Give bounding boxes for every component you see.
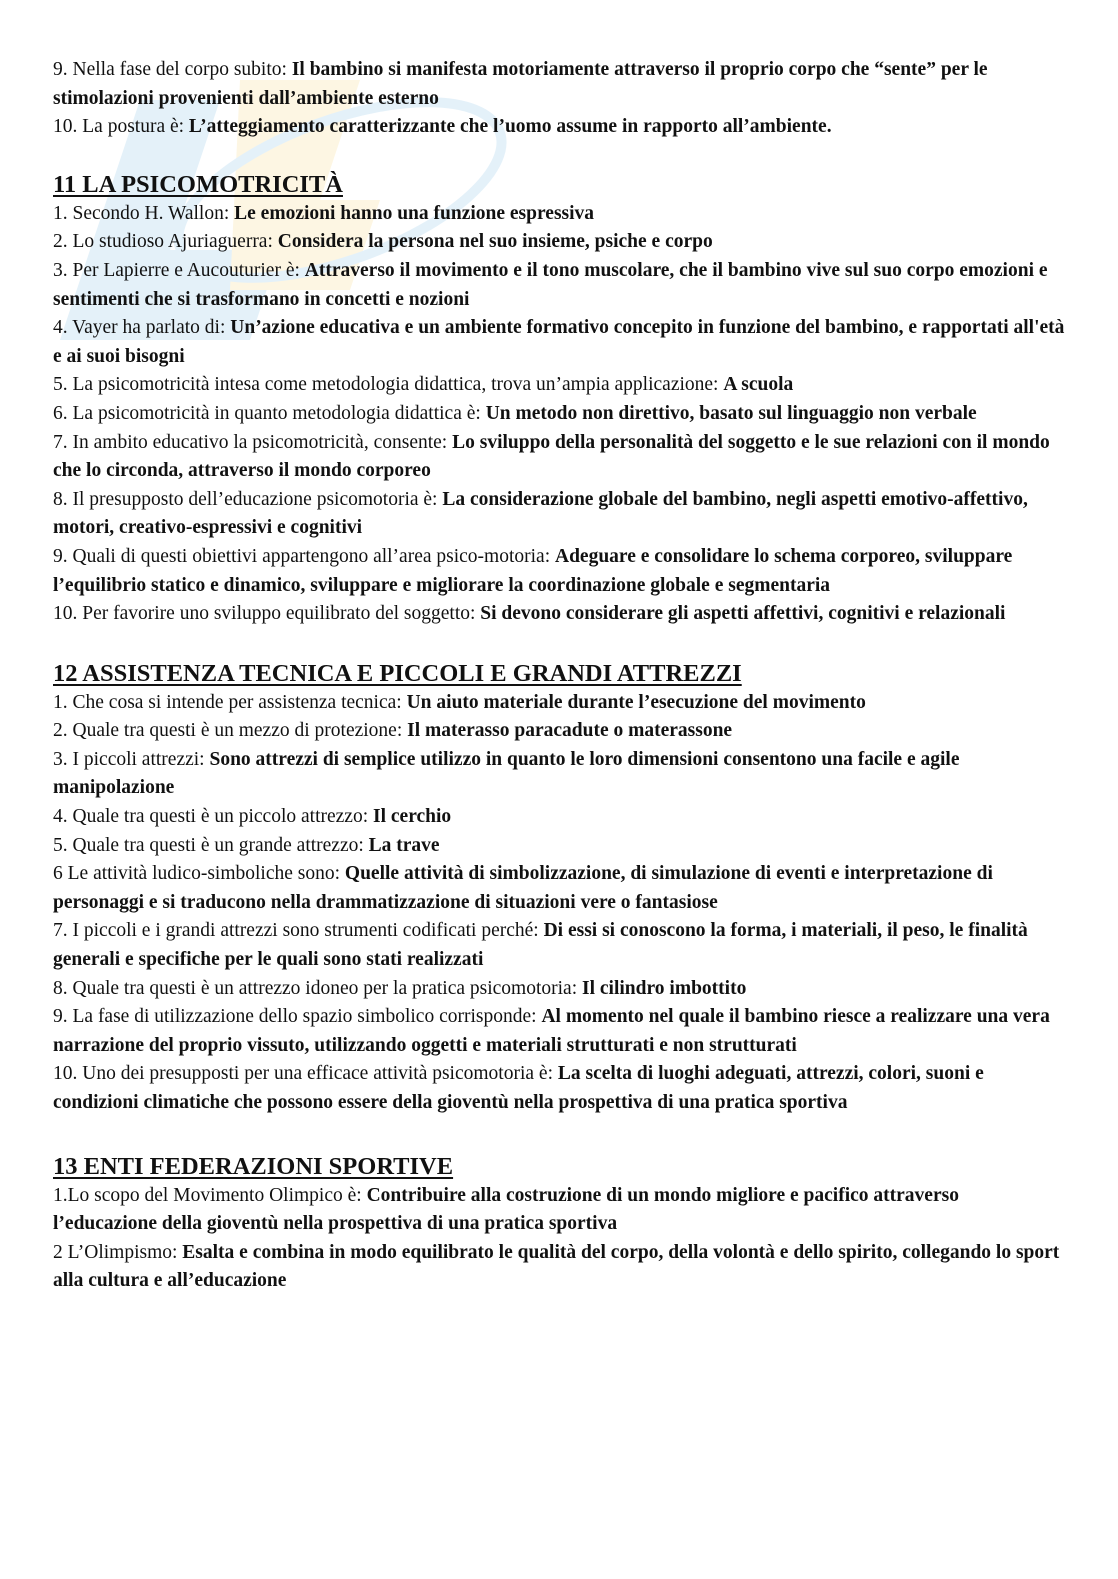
answer-text: Contribuire alla costruzione di un mondo migliore e pacifico attraverso l’educazione della gioventù nella prospettiva di una pratica sportiva	[53, 1184, 959, 1235]
question-item-2	[53, 717, 1065, 746]
answer-text: La scelta di luoghi adeguati, attrezzi, colori, suoni e condizioni climatiche che possono essere della gioventù nella prospettiva di una pratica sportiva	[53, 1063, 984, 1113]
answer-text: A scuola	[723, 374, 794, 396]
question-text: 10. Per favorire uno sviluppo equilibrato del soggetto:	[53, 603, 481, 625]
question-text: 4. Quale tra questi è un piccolo attrezzo:	[53, 806, 373, 828]
answer-text: L’atteggiamento caratterizzante che l’uomo assume in rapporto all’ambiente.	[188, 116, 832, 138]
question-item-10	[53, 600, 1065, 629]
answer-text: Il bambino si manifesta motoriamente attraverso il proprio corpo che “sente” per le stimolazioni provenienti dall’ambiente esterno	[53, 59, 988, 109]
answer-text: Adeguare e consolidare lo schema corporeo, sviluppare l’equilibrio statico e dinamico, sviluppare e migliorare la coordinazione globale e segmentaria	[53, 545, 1013, 596]
answer-text: Lo sviluppo della personalità del soggetto e le sue relazioni con il mondo che lo circonda, attraverso il mondo corporeo	[53, 431, 1050, 482]
question-text: 7. In ambito educativo la psicomotricità, consente:	[53, 431, 453, 453]
answer-text: Il cerchio	[373, 806, 452, 828]
answer-text: Esalta e combina in modo equilibrato le qualità del corpo, della volontà e dello spirito, collegando lo sport alla cultura e all’educazione	[53, 1241, 1060, 1292]
answer-text: Un aiuto materiale durante l’esecuzione del movimento	[406, 691, 866, 713]
answer-text: Al momento nel quale il bambino riesce a realizzare una vera narrazione del proprio vissuto, utilizzando oggetti e materiali strutturati e non strutturati	[53, 1006, 1050, 1056]
question-text: 9. Nella fase del corpo subito:	[53, 59, 292, 80]
question-item-4	[53, 314, 1065, 371]
answer-text: Di essi si conoscono la forma, i materiali, il peso, le finalità generali e specifiche per le quali sono stati realizzati	[53, 920, 1028, 971]
answer-text: La trave	[368, 834, 440, 856]
question-item-8	[53, 486, 1065, 543]
answer-text: Un’azione educativa e un ambiente formativo concepito in funzione del bambino, e rapportati all'età e ai suoi bisogni	[53, 317, 1065, 367]
question-item-1	[53, 1182, 1065, 1239]
question-text: 8. Quale tra questi è un attrezzo idoneo per la pratica psicomotoria:	[53, 977, 583, 999]
question-item-9	[53, 543, 1065, 600]
question-text: 2. Lo studioso Ajuriaguerra:	[53, 231, 278, 253]
answer-text: Le emozioni hanno una funzione espressiva	[234, 202, 595, 224]
question-text: 5. Quale tra questi è un grande attrezzo:	[53, 834, 369, 856]
answer-text: Quelle attività di simbolizzazione, di simulazione di eventi e interpretazione di personaggi e si traducono nella drammatizzazione di situazioni vere o fantasiose	[53, 863, 993, 913]
question-item-10	[53, 1060, 1065, 1117]
question-text: 2. Quale tra questi è un mezzo di protezione:	[53, 720, 408, 742]
question-item-2	[53, 228, 1065, 257]
answer-text: Il cilindro imbottito	[582, 977, 747, 999]
question-item-7	[53, 917, 1065, 974]
answer-text: Sono attrezzi di semplice utilizzo in quanto le loro dimensioni consentono una facile e agile manipolazione	[53, 748, 960, 799]
question-text: 3. I piccoli attrezzi:	[53, 748, 210, 770]
question-text: 5. La psicomotricità intesa come metodologia didattica, trova un’ampia applicazione:	[53, 374, 724, 396]
question-item-9	[53, 1003, 1065, 1060]
question-item-3	[53, 257, 1065, 314]
question-text: 1.Lo scopo del Movimento Olimpico è:	[53, 1184, 367, 1206]
question-text: 6 Le attività ludico-simboliche sono:	[53, 863, 345, 885]
question-item-5	[53, 371, 1065, 400]
question-item-6	[53, 400, 1065, 429]
question-text: 2 L’Olimpismo:	[53, 1241, 183, 1263]
question-item-5	[53, 832, 1065, 861]
document-page	[53, 56, 1065, 1296]
section-title-psicomotricita: 11 LA PSICOMOTRICITÀ	[53, 170, 343, 198]
answer-text: Attraverso il movimento e il tono muscolare, che il bambino vive sul suo corpo emozioni e sentimenti che si trasformano in concetti e nozioni	[53, 259, 1048, 310]
question-text: 4. Vayer ha parlato di:	[53, 317, 231, 339]
question-text: 3. Per Lapierre e Aucouturier è:	[53, 259, 305, 281]
question-item-7	[53, 429, 1065, 486]
question-text: 6. La psicomotricità in quanto metodologia didattica è:	[53, 402, 486, 424]
answer-text: Si devono considerare gli aspetti affettivi, cognitivi e relazionali	[480, 603, 1006, 625]
answer-text: Il materasso paracadute o materassone	[407, 720, 733, 742]
question-text: 8. Il presupposto dell’educazione psicomotoria è:	[53, 488, 443, 510]
question-item-9	[53, 56, 1065, 113]
answer-text: Considera la persona nel suo insieme, psiche e corpo	[277, 231, 713, 253]
answer-text: Un metodo non direttivo, basato sul linguaggio non verbale	[485, 402, 977, 424]
question-item-4	[53, 803, 1065, 832]
question-item-6	[53, 860, 1065, 917]
question-text: 1. Che cosa si intende per assistenza tecnica:	[53, 691, 407, 713]
question-text: 9. La fase di utilizzazione dello spazio simbolico corrisponde:	[53, 1006, 542, 1028]
question-item-8	[53, 975, 1065, 1004]
question-item-10	[53, 113, 1065, 142]
question-text: 10. Uno dei presupposti per una efficace attività psicomotoria è:	[53, 1063, 558, 1085]
question-text: 1. Secondo H. Wallon:	[53, 202, 235, 224]
section-title-enti-federazioni: 13 ENTI FEDERAZIONI SPORTIVE	[53, 1152, 454, 1180]
question-text: 7. I piccoli e i grandi attrezzi sono strumenti codificati perché:	[53, 920, 544, 942]
question-item-1	[53, 689, 1065, 718]
question-text: 10. La postura è:	[53, 116, 189, 138]
question-item-2	[53, 1239, 1065, 1296]
question-item-3	[53, 746, 1065, 803]
question-item-1	[53, 200, 1065, 229]
answer-text: La considerazione globale del bambino, negli aspetti emotivo-affettivo, motori, creativo-espressivi e cognitivi	[53, 488, 1028, 539]
section-title-assistenza-tecnica: 12 ASSISTENZA TECNICA E PICCOLI E GRANDI ATTREZZI	[53, 659, 742, 687]
question-text: 9. Quali di questi obiettivi appartengono all’area psico-motoria:	[53, 545, 555, 567]
